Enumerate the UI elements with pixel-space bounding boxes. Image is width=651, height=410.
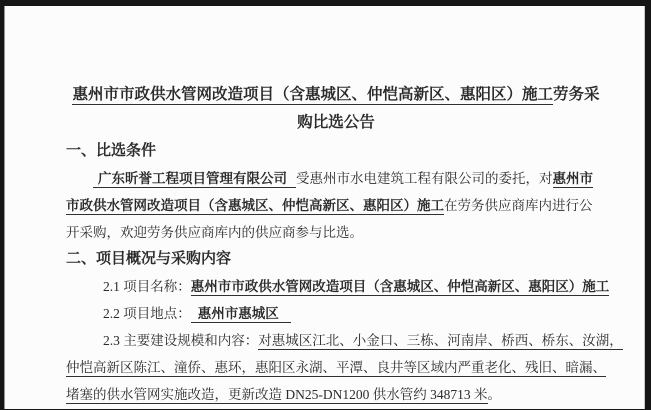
title-project-name: 惠州市市政供水管网改造项目（含惠城区、仲恺高新区、惠阳区）施工 [72,86,553,103]
item-project-location [66,300,606,327]
section1-paragraph-line3 [66,219,606,246]
announcement-title-line1 [66,81,606,109]
procurement-agency-name: 广东昕誉工程项目管理有限公司 [93,171,296,188]
scope-value-line1: 对惠城区江北、小金口、三栋、河南岸、桥西、桥东、汝湖， [258,333,623,348]
item-scope-line1 [66,327,623,354]
section1-paragraph-line2 [66,192,606,219]
paragraph-text: 开采购，欢迎劳务供应商库内的供应商参与比选。 [66,225,363,240]
project-name-part2: 市政供水管网改造项目（含惠城区、仲恺高新区、惠阳区）施工 [66,198,444,213]
item-scope-line2 [66,354,606,381]
document-page [4,6,645,409]
section1-paragraph-line1 [66,165,606,192]
scope-value-line2: 仲恺高新区陈江、潼侨、惠环，惠阳区永湖、平潭、良井等区域内严重老化、残旧、暗漏、 [66,360,606,375]
paragraph-text: 在劳务供应商库内进行公 [444,198,593,213]
section1-heading: 一、比选条件 [66,143,157,159]
project-name-value: 惠州市市政供水管网改造项目（含惠城区、仲恺高新区、惠阳区）施工 [190,279,610,294]
project-name-part1: 惠州市 [552,171,593,186]
section2-heading: 二、项目概况与采购内容 [66,251,232,267]
sentence-end: 。 [487,387,501,402]
announcement-title-line2 [66,109,606,137]
item-project-name [66,273,610,300]
item-label: 2.1 项目名称： [103,279,191,294]
scope-value-line3: 堵塞的供水管网实施改造，更新改造 DN25-DN1200 供水管约 348713 米 [66,387,488,402]
item-label: 2.2 项目地点： [103,306,191,321]
title-line2-text: 购比选公告 [297,114,375,131]
project-location-value: 惠州市惠城区 [191,306,291,323]
title-line1-tail: 劳务采 [553,86,600,103]
item-scope-line3 [66,381,606,408]
paragraph-text: 受惠州市水电建筑工程有限公司的委托，对 [296,171,553,186]
item-label: 2.3 主要建设规模和内容： [103,333,259,348]
